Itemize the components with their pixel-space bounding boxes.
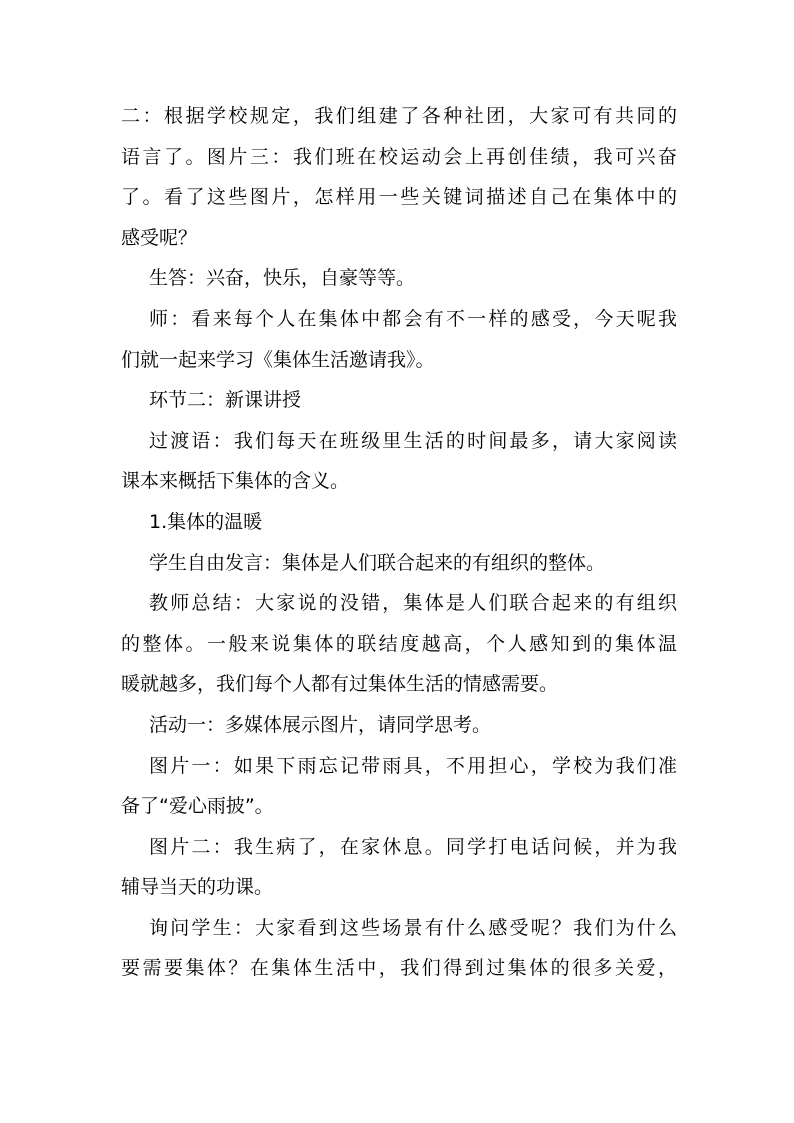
paragraph-line: 师：看来每个人在集体中都会有不一样的感受，今天呢我 — [149, 307, 677, 330]
text-line: 感受呢？ — [121, 226, 198, 249]
text-line: 语言了。图片三：我们班在校运动会上再创佳绩，我可兴奋 — [121, 145, 677, 168]
text-line: 课本来概括下集体的含义。 — [121, 470, 350, 493]
text-line: 暖就越多，我们每个人都有过集体生活的情感需要。 — [121, 673, 559, 696]
document-body — [121, 96, 677, 989]
text-line: 的整体。一般来说集体的联结度越高，个人感知到的集体温 — [121, 632, 677, 655]
paragraph-line: 教师总结：大家说的没错，集体是人们联合起来的有组织 — [149, 592, 677, 615]
paragraph-line: 学生自由发言：集体是人们联合起来的有组织的整体。 — [149, 551, 606, 574]
text-line: 要需要集体？在集体生活中，我们得到过集体的很多关爱， — [121, 957, 677, 980]
text-line: 备了“爱心雨披”。 — [121, 795, 274, 818]
paragraph-line: 生答：兴奋，快乐，自豪等等。 — [149, 267, 416, 290]
subsection-heading: 1.集体的温暖 — [149, 510, 263, 533]
paragraph-line: 询问学生：大家看到这些场景有什么感受呢？我们为什么 — [149, 916, 677, 939]
paragraph-line: 过渡语：我们每天在班级里生活的时间最多，请大家阅读 — [149, 429, 677, 452]
paragraph-line: 图片二：我生病了，在家休息。同学打电话问候，并为我 — [149, 835, 677, 858]
text-line: 二：根据学校规定，我们组建了各种社团，大家可有共同的 — [121, 105, 677, 127]
text-line: 们就一起来学习《集体生活邀请我》。 — [121, 348, 435, 371]
text-line: 辅导当天的功课。 — [121, 876, 274, 899]
paragraph-line: 图片一：如果下雨忘记带雨具，不用担心，学校为我们准 — [149, 754, 677, 777]
text-line: 了。看了这些图片，怎样用一些关键词描述自己在集体中的 — [121, 186, 677, 209]
paragraph-line: 活动一：多媒体展示图片，请同学思考。 — [149, 713, 492, 736]
section-heading: 环节二：新课讲授 — [149, 389, 302, 412]
